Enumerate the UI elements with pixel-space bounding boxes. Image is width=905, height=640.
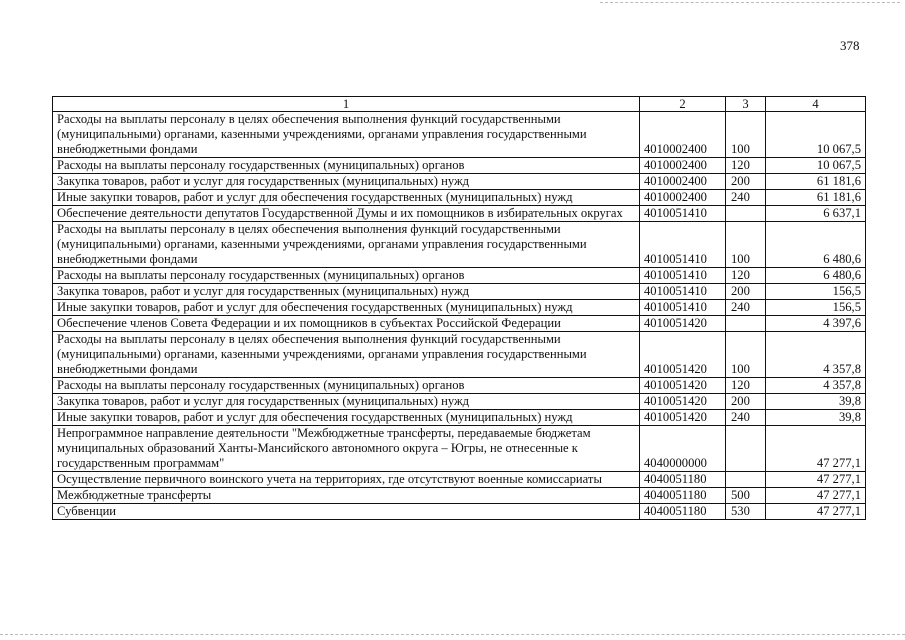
row-expense-type: 120 xyxy=(726,158,766,174)
row-expense-type: 240 xyxy=(726,300,766,316)
budget-table xyxy=(52,96,866,520)
row-expense-type: 200 xyxy=(726,174,766,190)
row-description: Обеспечение деятельности депутатов Государственной Думы и их помощников в избирательных округах xyxy=(53,206,640,222)
table-row xyxy=(53,222,866,268)
row-target-code: 4010002400 xyxy=(640,158,726,174)
table-row xyxy=(53,112,866,158)
row-amount: 47 277,1 xyxy=(766,472,866,488)
row-target-code: 4010051410 xyxy=(640,222,726,268)
row-amount: 61 181,6 xyxy=(766,190,866,206)
scan-edge-top xyxy=(600,2,900,4)
row-amount: 47 277,1 xyxy=(766,504,866,520)
row-expense-type: 100 xyxy=(726,222,766,268)
row-amount: 10 067,5 xyxy=(766,112,866,158)
table-row xyxy=(53,426,866,472)
row-expense-type: 100 xyxy=(726,332,766,378)
table-header-row xyxy=(53,97,866,112)
table-row xyxy=(53,158,866,174)
table-row xyxy=(53,332,866,378)
row-target-code: 4010051420 xyxy=(640,316,726,332)
row-expense-type xyxy=(726,316,766,332)
table-row xyxy=(53,268,866,284)
row-expense-type xyxy=(726,426,766,472)
row-expense-type xyxy=(726,472,766,488)
row-target-code: 4010002400 xyxy=(640,190,726,206)
row-description: Расходы на выплаты персоналу государственных (муниципальных) органов xyxy=(53,378,640,394)
row-amount: 47 277,1 xyxy=(766,426,866,472)
row-amount: 6 480,6 xyxy=(766,268,866,284)
row-expense-type xyxy=(726,206,766,222)
row-target-code: 4040051180 xyxy=(640,472,726,488)
row-target-code: 4010051420 xyxy=(640,332,726,378)
row-expense-type: 240 xyxy=(726,410,766,426)
row-target-code: 4010002400 xyxy=(640,112,726,158)
row-amount: 47 277,1 xyxy=(766,488,866,504)
row-description: Иные закупки товаров, работ и услуг для обеспечения государственных (муниципальных) нужд xyxy=(53,190,640,206)
row-amount: 156,5 xyxy=(766,300,866,316)
row-target-code: 4040000000 xyxy=(640,426,726,472)
row-description: Закупка товаров, работ и услуг для государственных (муниципальных) нужд xyxy=(53,174,640,190)
table-row xyxy=(53,206,866,222)
row-expense-type: 120 xyxy=(726,268,766,284)
row-description: Межбюджетные трансферты xyxy=(53,488,640,504)
header-col-1: 1 xyxy=(53,97,640,112)
header-col-2: 2 xyxy=(640,97,726,112)
table-row xyxy=(53,300,866,316)
row-description: Непрограммное направление деятельности "Межбюджетные трансферты, передаваемые бюджетам муниципальных образований Ханты-Мансийского автономного округа – Югры, не отнесенные к государственным программам" xyxy=(53,426,640,472)
row-amount: 4 397,6 xyxy=(766,316,866,332)
row-amount: 4 357,8 xyxy=(766,332,866,378)
row-description: Расходы на выплаты персоналу в целях обеспечения выполнения функций государственными (муниципальными) органами, казенными учреждениями, органами управления государственными внебюджетными фондами xyxy=(53,222,640,268)
row-description: Расходы на выплаты персоналу государственных (муниципальных) органов xyxy=(53,158,640,174)
row-expense-type: 120 xyxy=(726,378,766,394)
table-row xyxy=(53,190,866,206)
row-expense-type: 240 xyxy=(726,190,766,206)
row-target-code: 4040051180 xyxy=(640,488,726,504)
header-col-3: 3 xyxy=(726,97,766,112)
row-target-code: 4010051420 xyxy=(640,410,726,426)
row-description: Субвенции xyxy=(53,504,640,520)
row-expense-type: 500 xyxy=(726,488,766,504)
row-description: Иные закупки товаров, работ и услуг для обеспечения государственных (муниципальных) нужд xyxy=(53,300,640,316)
row-expense-type: 200 xyxy=(726,284,766,300)
table-row xyxy=(53,174,866,190)
table-row xyxy=(53,472,866,488)
row-description: Расходы на выплаты персоналу в целях обеспечения выполнения функций государственными (муниципальными) органами, казенными учреждениями, органами управления государственными внебюджетными фондами xyxy=(53,332,640,378)
row-description: Закупка товаров, работ и услуг для государственных (муниципальных) нужд xyxy=(53,394,640,410)
row-target-code: 4010051410 xyxy=(640,300,726,316)
row-target-code: 4010051410 xyxy=(640,268,726,284)
table-row xyxy=(53,488,866,504)
header-col-4: 4 xyxy=(766,97,866,112)
table-row xyxy=(53,316,866,332)
row-description: Обеспечение членов Совета Федерации и их помощников в субъектах Российской Федерации xyxy=(53,316,640,332)
table-row xyxy=(53,410,866,426)
row-target-code: 4010051420 xyxy=(640,394,726,410)
row-expense-type: 100 xyxy=(726,112,766,158)
row-amount: 39,8 xyxy=(766,394,866,410)
row-description: Расходы на выплаты персоналу в целях обеспечения выполнения функций государственными (муниципальными) органами, казенными учреждениями, органами управления государственными внебюджетными фондами xyxy=(53,112,640,158)
table-body xyxy=(53,112,866,520)
row-description: Закупка товаров, работ и услуг для государственных (муниципальных) нужд xyxy=(53,284,640,300)
table-row xyxy=(53,394,866,410)
table-row xyxy=(53,378,866,394)
table-row xyxy=(53,504,866,520)
row-target-code: 4010051420 xyxy=(640,378,726,394)
row-description: Расходы на выплаты персоналу государственных (муниципальных) органов xyxy=(53,268,640,284)
row-amount: 4 357,8 xyxy=(766,378,866,394)
row-expense-type: 530 xyxy=(726,504,766,520)
table-row xyxy=(53,284,866,300)
row-target-code: 4010051410 xyxy=(640,206,726,222)
row-target-code: 4010051410 xyxy=(640,284,726,300)
row-amount: 61 181,6 xyxy=(766,174,866,190)
row-description: Иные закупки товаров, работ и услуг для обеспечения государственных (муниципальных) нужд xyxy=(53,410,640,426)
row-description: Осуществление первичного воинского учета на территориях, где отсутствуют военные комиссариаты xyxy=(53,472,640,488)
scan-edge-bottom xyxy=(0,634,905,636)
row-amount: 156,5 xyxy=(766,284,866,300)
row-expense-type: 200 xyxy=(726,394,766,410)
row-target-code: 4040051180 xyxy=(640,504,726,520)
row-amount: 6 480,6 xyxy=(766,222,866,268)
row-amount: 39,8 xyxy=(766,410,866,426)
row-amount: 6 637,1 xyxy=(766,206,866,222)
row-target-code: 4010002400 xyxy=(640,174,726,190)
row-amount: 10 067,5 xyxy=(766,158,866,174)
page-number: 378 xyxy=(840,38,860,53)
